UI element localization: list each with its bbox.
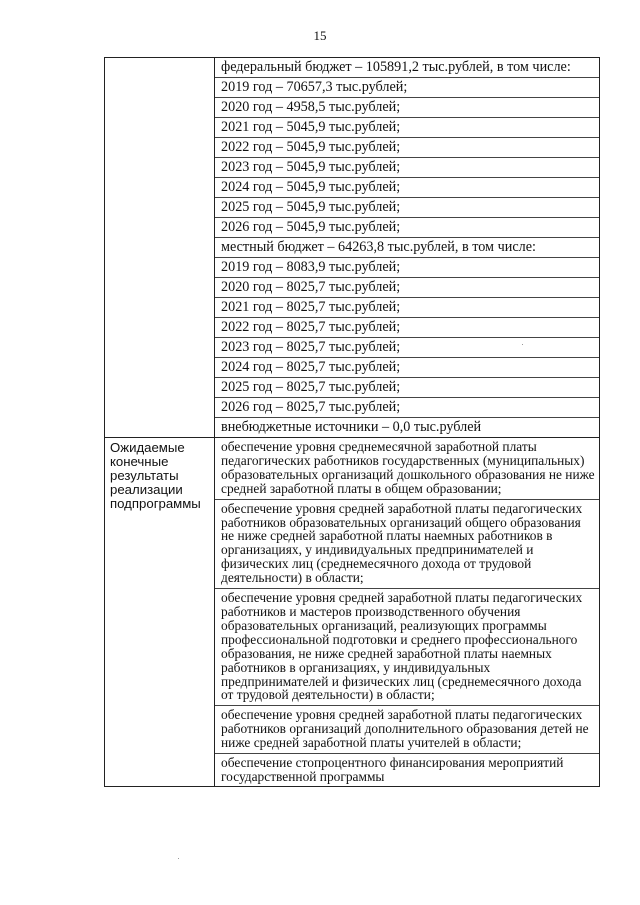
result-item-full-financing: обеспечение стопроцентного финансирования мероприятий государственной программы — [221, 755, 564, 784]
local-budget-2024: 2024 год – 8025,7 тыс.рублей; — [215, 358, 599, 378]
local-budget-2025: 2025 год – 8025,7 тыс.рублей; — [215, 378, 599, 398]
federal-budget-2026: 2026 год – 5045,9 тыс.рублей; — [215, 218, 599, 238]
local-budget-2021: 2021 год – 8025,7 тыс.рублей; — [215, 298, 599, 318]
results-values-cell — [215, 438, 600, 787]
subprogram-passport-table — [104, 57, 600, 787]
local-budget-total: местный бюджет – 64263,8 тыс.рублей, в том числе: — [215, 238, 599, 258]
local-budget-2023: 2023 год – 8025,7 тыс.рублей; — [215, 338, 599, 358]
page-number: 15 — [313, 28, 327, 43]
federal-budget-2022: 2022 год – 5045,9 тыс.рублей; — [215, 138, 599, 158]
local-budget-2026: 2026 год – 8025,7 тыс.рублей; — [215, 398, 599, 418]
financing-label-cell — [105, 58, 215, 438]
federal-budget-2023: 2023 год – 5045,9 тыс.рублей; — [215, 158, 599, 178]
scan-speck — [522, 344, 523, 345]
results-label: Ожидаемые конечные результаты реализации подпрограммы — [110, 440, 201, 511]
federal-budget-2025: 2025 год – 5045,9 тыс.рублей; — [215, 198, 599, 218]
results-label-cell — [105, 438, 215, 787]
federal-budget-2024: 2024 год – 5045,9 тыс.рублей; — [215, 178, 599, 198]
result-item-additional-education-salary: обеспечение уровня средней заработной платы педагогических работников организаций дополнительного образования детей не ниже средней заработной платы учителей в области; — [215, 706, 599, 754]
federal-budget-2019: 2019 год – 70657,3 тыс.рублей; — [215, 78, 599, 98]
financing-values-cell — [215, 58, 600, 438]
federal-budget-total: федеральный бюджет – 105891,2 тыс.рублей, в том числе: — [215, 58, 599, 78]
result-item-preschool-salary: обеспечение уровня среднемесячной заработной платы педагогических работников государственных (муниципальных) образовательных организаций дошкольного образования не ниже средней заработной платы в общем образовании; — [215, 438, 599, 500]
results-row — [105, 438, 600, 787]
result-item-general-education-salary: обеспечение уровня средней заработной платы педагогических работников образовательных организаций общего образования не ниже средней заработной платы наемных работников в организациях, у индивидуальных предпринимателей и физических лиц (среднемесячного дохода от трудовой деятельности) в области; — [215, 500, 599, 589]
result-item-vocational-salary: обеспечение уровня средней заработной платы педагогических работников и мастеров производственного обучения образовательных организаций, реализующих программы профессиональной подготовки и среднего профессионального образования, не ниже средней заработной платы наемных работников в организациях, у индивидуальных предпринимателей и физических лиц (среднемесячного дохода от трудовой деятельности) в области; — [215, 589, 599, 706]
scan-speck — [178, 858, 179, 859]
extrabudgetary-sources: внебюджетные источники – 0,0 тыс.рублей — [221, 419, 482, 435]
local-budget-2022: 2022 год – 8025,7 тыс.рублей; — [215, 318, 599, 338]
financing-row — [105, 58, 600, 438]
local-budget-2019: 2019 год – 8083,9 тыс.рублей; — [215, 258, 599, 278]
federal-budget-2020: 2020 год – 4958,5 тыс.рублей; — [215, 98, 599, 118]
federal-budget-2021: 2021 год – 5045,9 тыс.рублей; — [215, 118, 599, 138]
local-budget-2020: 2020 год – 8025,7 тыс.рублей; — [215, 278, 599, 298]
